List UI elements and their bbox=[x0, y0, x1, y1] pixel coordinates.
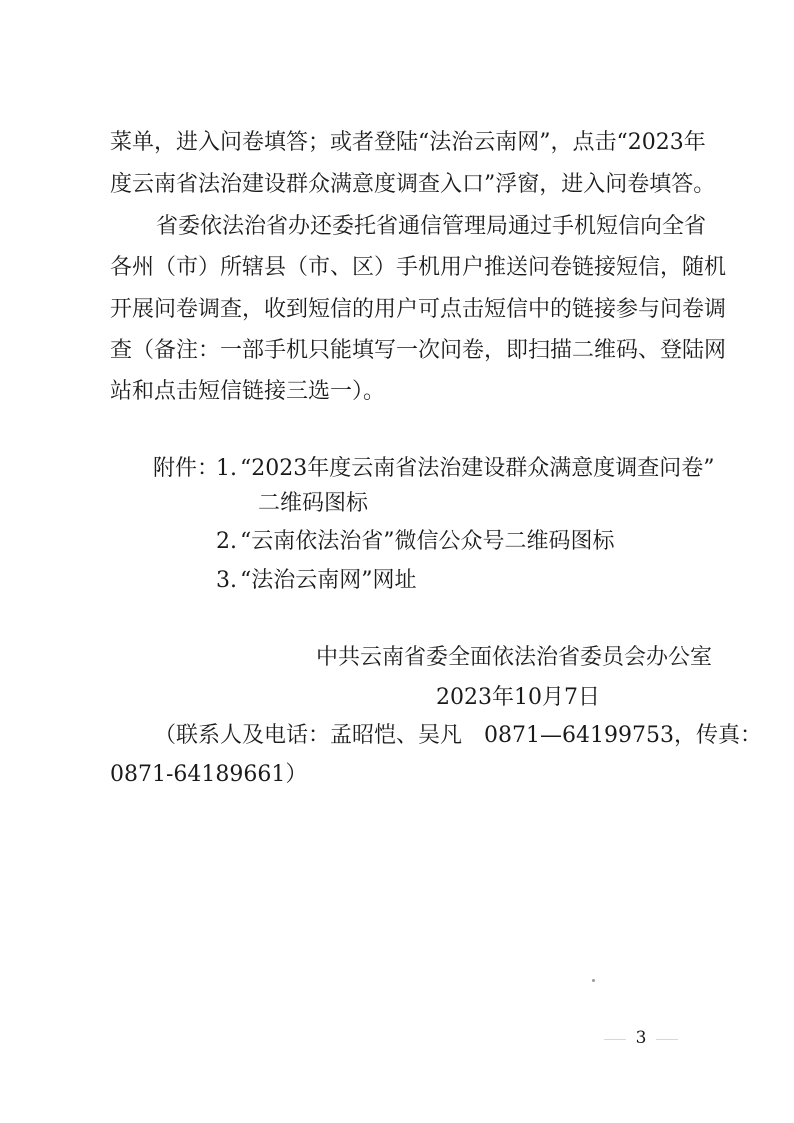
footer-rule-right bbox=[656, 1039, 678, 1040]
contact-line-1: （联系人及电话：孟昭恺、吴凡 0871—64199753，传真： bbox=[154, 723, 762, 748]
attachment-1-number: 1. bbox=[216, 456, 237, 481]
attachment-2-number: 2. bbox=[216, 529, 237, 554]
paragraph-1-line-2: 度云南省法治建设群众满意度调查入口”浮窗，进入问卷填答。 bbox=[110, 172, 716, 197]
attachment-1-line-1: “2023年度云南省法治建设群众满意度调查问卷” bbox=[240, 456, 715, 481]
paragraph-1-line-1: 菜单，进入问卷填答；或者登陆“法治云南网”，点击“2023年 bbox=[110, 130, 706, 155]
signature-date: 2023年10月7日 bbox=[436, 685, 600, 710]
paragraph-2-line-1: 省委依法治省办还委托省通信管理局通过手机短信向全省 bbox=[156, 214, 707, 239]
attachment-3-text: “法治云南网”网址 bbox=[240, 568, 417, 593]
attachment-1-line-2: 二维码图标 bbox=[258, 491, 369, 516]
attachment-3-number: 3. bbox=[216, 568, 237, 593]
attachments-label: 附件： bbox=[153, 456, 220, 481]
paragraph-2-line-2: 各州（市）所辖县（市、区）手机用户推送问卷链接短信，随机 bbox=[110, 255, 727, 280]
scan-speck bbox=[592, 979, 595, 982]
contact-line-2: 0871-64189661） bbox=[110, 762, 308, 787]
signature-organization: 中共云南省委全面依法治省委员会办公室 bbox=[316, 645, 713, 670]
attachment-2-text: “云南依法治省”微信公众号二维码图标 bbox=[240, 529, 615, 554]
footer-rule-left bbox=[604, 1039, 626, 1040]
page-number: 3 bbox=[635, 1028, 647, 1048]
paragraph-2-line-4: 查（备注：一部手机只能填写一次问卷，即扫描二维码、登陆网 bbox=[110, 338, 727, 363]
paragraph-2-line-3: 开展问卷调查，收到短信的用户可点击短信中的链接参与问卷调 bbox=[110, 297, 727, 322]
paragraph-2-line-5: 站和点击短信链接三选一）。 bbox=[110, 379, 386, 404]
